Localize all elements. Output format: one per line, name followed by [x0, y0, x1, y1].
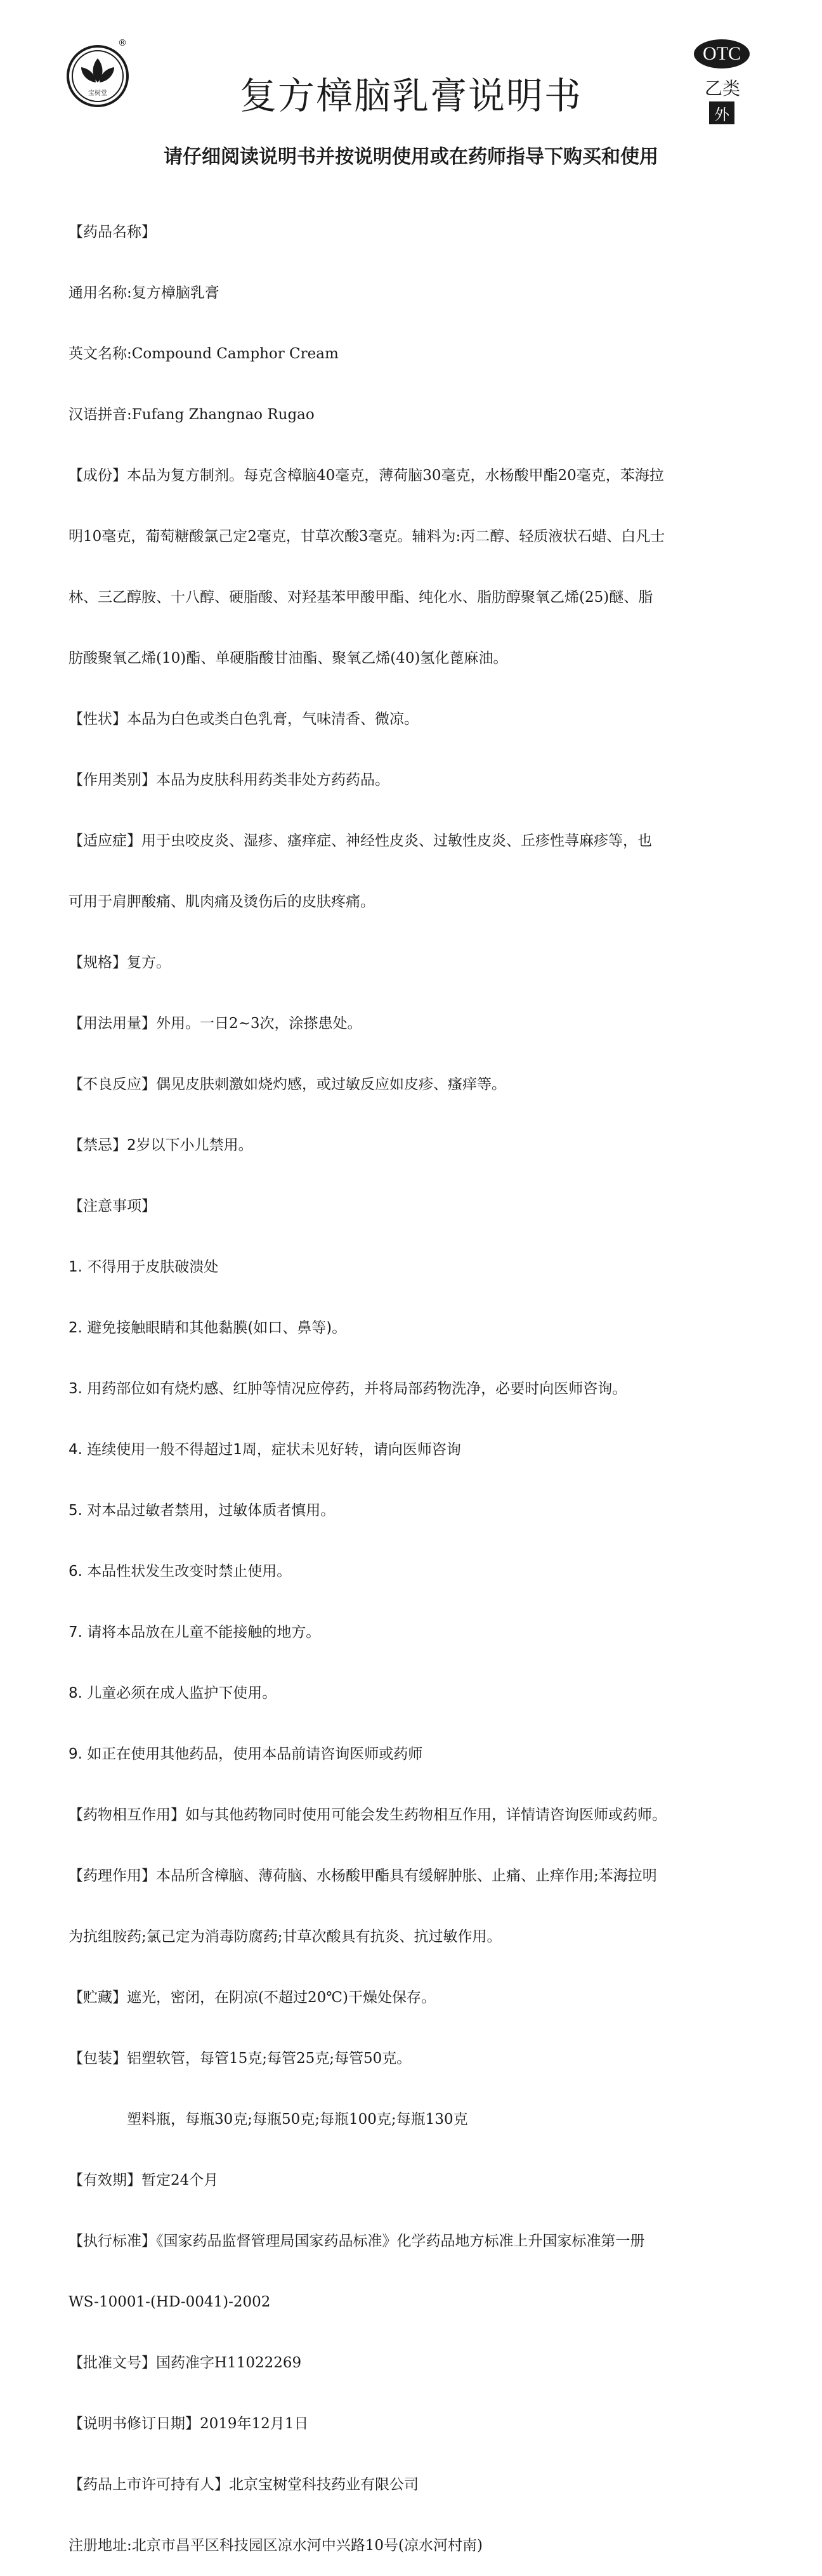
document-title: 复方樟脑乳膏说明书 — [239, 74, 582, 117]
external-use-badge: 外 — [709, 101, 734, 124]
drug-interactions: 【药物相互作用】如与其他药物同时使用可能会发生药物相互作用，详情请咨询医师或药师。 — [68, 1807, 667, 1823]
pinyin-name: 汉语拼音:Fufang Zhangnao Rugao — [68, 407, 315, 423]
category: 【作用类别】本品为皮肤科用药类非处方药药品。 — [68, 772, 389, 788]
standard-line: WS-10001-(HD-0041)-2002 — [68, 2294, 271, 2310]
section-precautions: 【注意事项】 — [68, 1198, 156, 1214]
pharmacology-line: 为抗组胺药;氯己定为消毒防腐药;甘草次酸具有抗炎、抗过敏作用。 — [68, 1929, 502, 1945]
generic-name: 通用名称:复方樟脑乳膏 — [68, 285, 219, 301]
packaging-line: 塑料瓶，每瓶30克;每瓶50克;每瓶100克;每瓶130克 — [68, 2111, 468, 2128]
instructions-body — [68, 181, 754, 2576]
otc-badge: OTC — [694, 39, 750, 68]
license-holder: 【药品上市许可持有人】北京宝树堂科技药业有限公司 — [68, 2476, 419, 2493]
packaging-line: 【包装】铝塑软管，每管15克;每管25克;每管50克。 — [68, 2050, 412, 2067]
composition-line: 明10毫克，葡萄糖酸氯己定2毫克，甘草次酸3毫克。辅料为:丙二醇、轻质液状石蜡、白凡士 — [68, 528, 665, 545]
section-drug-name: 【药品名称】 — [68, 224, 156, 240]
standard-line: 【执行标准】《国家药品监督管理局国家药品标准》化学药品地方标准上升国家标准第一册 — [68, 2233, 645, 2249]
dosage: 【用法用量】外用。一日2~3次，涂搽患处。 — [68, 1015, 362, 1032]
revision-date: 【说明书修订日期】2019年12月1日 — [68, 2416, 309, 2432]
english-name: 英文名称:Compound Camphor Cream — [68, 346, 339, 362]
registered-mark: ® — [118, 38, 127, 48]
approval-number: 【批准文号】国药准字H11022269 — [68, 2355, 302, 2371]
precaution-item: 6. 本品性状发生改变时禁止使用。 — [68, 1563, 292, 1580]
composition-line: 林、三乙醇胺、十八醇、硬脂酸、对羟基苯甲酸甲酯、纯化水、脂肪醇聚氧乙烯(25)醚、脂 — [68, 589, 653, 606]
description: 【性状】本品为白色或类白色乳膏，气味清香、微凉。 — [68, 711, 419, 727]
otc-class-label: 乙类 — [704, 78, 740, 99]
indications-line: 可用于肩胛酸痛、肌肉痛及烫伤后的皮肤疼痛。 — [68, 894, 375, 910]
specification: 【规格】复方。 — [68, 954, 171, 971]
precaution-item: 7. 请将本品放在儿童不能接触的地方。 — [68, 1624, 321, 1641]
indications-line: 【适应症】用于虫咬皮炎、湿疹、瘙痒症、神经性皮炎、过敏性皮炎、丘疹性荨麻疹等，也 — [68, 833, 652, 849]
precaution-item: 5. 对本品过敏者禁用，过敏体质者慎用。 — [68, 1502, 336, 1519]
contraindications: 【禁忌】2岁以下小儿禁用。 — [68, 1137, 253, 1154]
composition-line: 【成份】本品为复方制剂。每克含樟脑40毫克，薄荷脑30毫克，水杨酸甲酯20毫克，苯海拉 — [68, 467, 664, 484]
storage: 【贮藏】遮光，密闭，在阴凉(不超过20℃)干燥处保存。 — [68, 1989, 436, 2006]
usage-warning: 请仔细阅读说明书并按说明使用或在药师指导下购买和使用 — [164, 146, 658, 168]
precaution-item: 2. 避免接触眼睛和其他黏膜(如口、鼻等)。 — [68, 1320, 347, 1336]
precaution-item: 1. 不得用于皮肤破溃处 — [68, 1259, 219, 1275]
adverse-reactions: 【不良反应】偶见皮肤刺激如烧灼感，或过敏反应如皮疹、瘙痒等。 — [68, 1076, 506, 1093]
precaution-item: 3. 用药部位如有烧灼感、红肿等情况应停药，并将局部药物洗净，必要时向医师咨询。 — [68, 1381, 627, 1397]
precaution-item: 8. 儿童必须在成人监护下使用。 — [68, 1685, 277, 1701]
pharmacology-line: 【药理作用】本品所含樟脑、薄荷脑、水杨酸甲酯具有缓解肿胀、止痛、止痒作用;苯海拉明 — [68, 1868, 657, 1884]
logo-text: 宝树堂 — [88, 90, 107, 97]
shelf-life: 【有效期】暂定24个月 — [68, 2172, 219, 2189]
precaution-item: 9. 如正在使用其他药品，使用本品前请咨询医师或药师 — [68, 1746, 423, 1762]
registered-address: 注册地址:北京市昌平区科技园区凉水河中兴路10号(凉水河村南) — [68, 2537, 483, 2554]
composition-line: 肪酸聚氧乙烯(10)酯、单硬脂酸甘油酯、聚氧乙烯(40)氢化蓖麻油。 — [68, 650, 508, 667]
precaution-item: 4. 连续使用一般不得超过1周，症状未见好转，请向医师咨询 — [68, 1441, 461, 1458]
